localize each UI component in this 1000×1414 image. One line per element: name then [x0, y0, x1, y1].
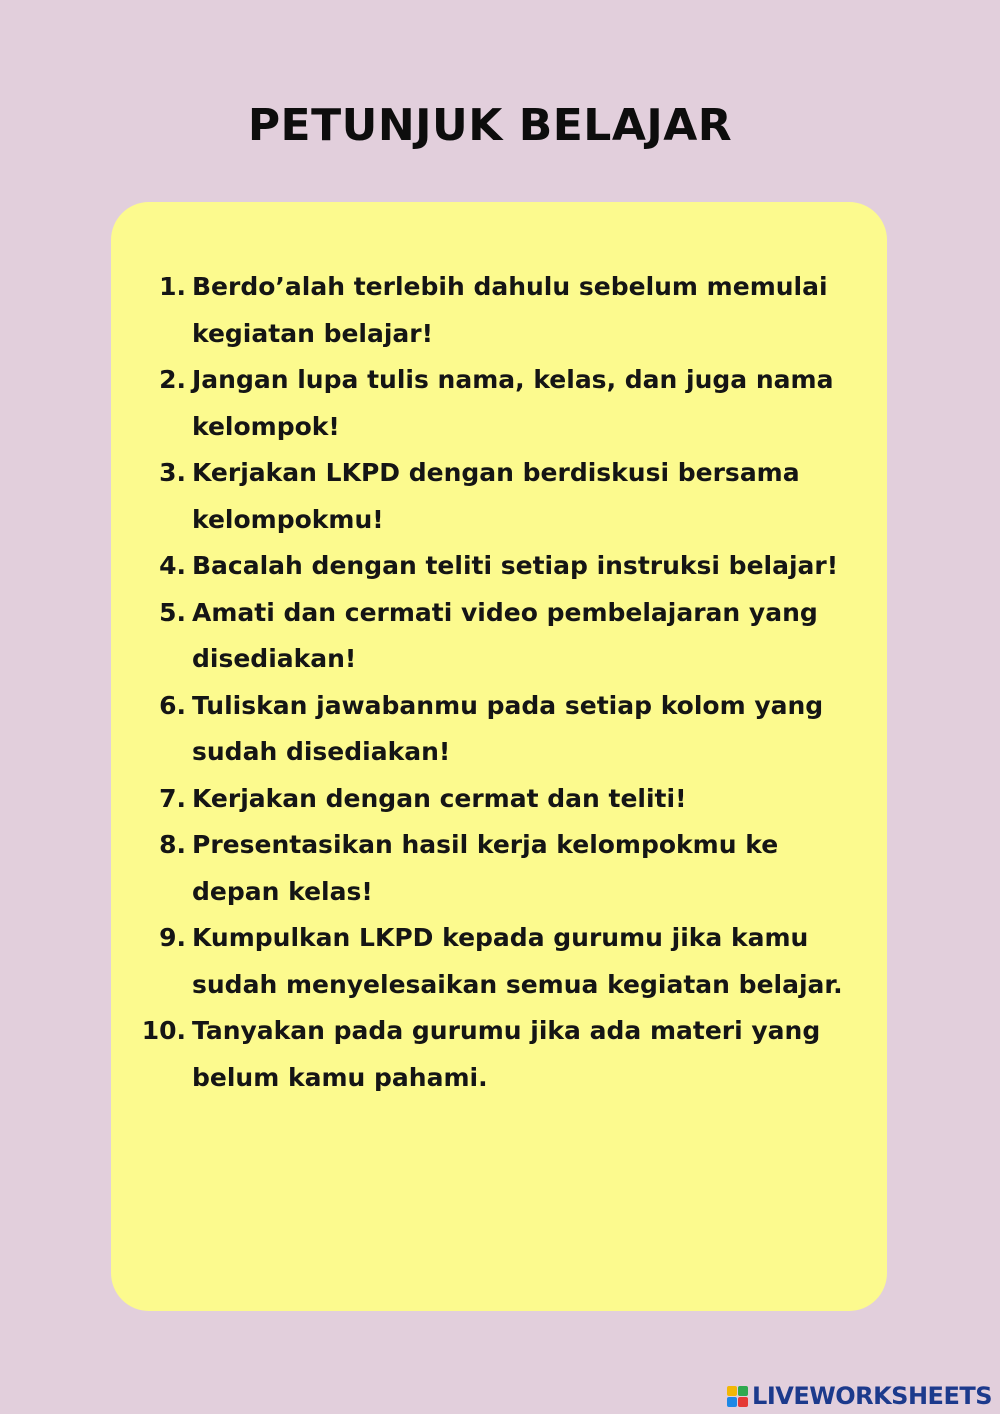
logo-square [738, 1386, 748, 1396]
instruction-text: Kerjakan dengan cermat dan teliti! [192, 783, 687, 813]
logo-square [727, 1386, 737, 1396]
instruction-item [141, 915, 871, 1008]
instruction-text: Amati dan cermati video pembelajaran yang disediakan! [192, 597, 818, 673]
instruction-number: 2. [159, 365, 186, 394]
instruction-text: Tuliskan jawabanmu pada setiap kolom yang sudah disediakan! [192, 690, 824, 766]
instruction-item [141, 683, 871, 776]
instruction-text: Kerjakan LKPD dengan berdiskusi bersama kelompokmu! [192, 458, 800, 534]
instruction-text: Jangan lupa tulis nama, kelas, dan juga nama kelompok! [192, 365, 834, 441]
instruction-item [141, 450, 871, 543]
instruction-item [141, 822, 871, 915]
instruction-number: 4. [159, 551, 186, 580]
instruction-text: Bacalah dengan teliti setiap instruksi belajar! [192, 551, 839, 580]
instruction-item [141, 1008, 871, 1101]
instructions-card [111, 202, 887, 1311]
instruction-item [141, 357, 871, 450]
liveworksheets-watermark[interactable] [727, 1382, 992, 1410]
instruction-number: 3. [159, 458, 186, 487]
instruction-number: 6. [159, 690, 186, 720]
instruction-item [141, 590, 871, 683]
instruction-text: Kumpulkan LKPD kepada gurumu jika kamu sudah menyelesaikan semua kegiatan belajar. [192, 923, 843, 999]
instruction-item [141, 776, 871, 823]
page-title: PETUNJUK BELAJAR [247, 100, 733, 151]
logo-square [738, 1397, 748, 1407]
instruction-number: 1. [159, 272, 186, 301]
instruction-number: 8. [159, 830, 186, 859]
instruction-item [141, 543, 871, 590]
instruction-item [141, 264, 871, 357]
instruction-number: 7. [159, 783, 186, 813]
instruction-text: Presentasikan hasil kerja kelompokmu ke depan kelas! [192, 830, 779, 906]
instruction-number: 10. [141, 1016, 186, 1045]
liveworksheets-logo-icon [727, 1386, 748, 1407]
watermark-text: LIVEWORKSHEETS [752, 1382, 992, 1410]
instruction-text: Tanyakan pada gurumu jika ada materi yang belum kamu pahami. [192, 1016, 821, 1092]
instruction-number: 5. [159, 597, 186, 627]
logo-square [727, 1397, 737, 1407]
instruction-text: Berdo’alah terlebih dahulu sebelum memulai kegiatan belajar! [192, 272, 828, 348]
instruction-number: 9. [159, 923, 186, 952]
instructions-list [141, 264, 871, 1101]
